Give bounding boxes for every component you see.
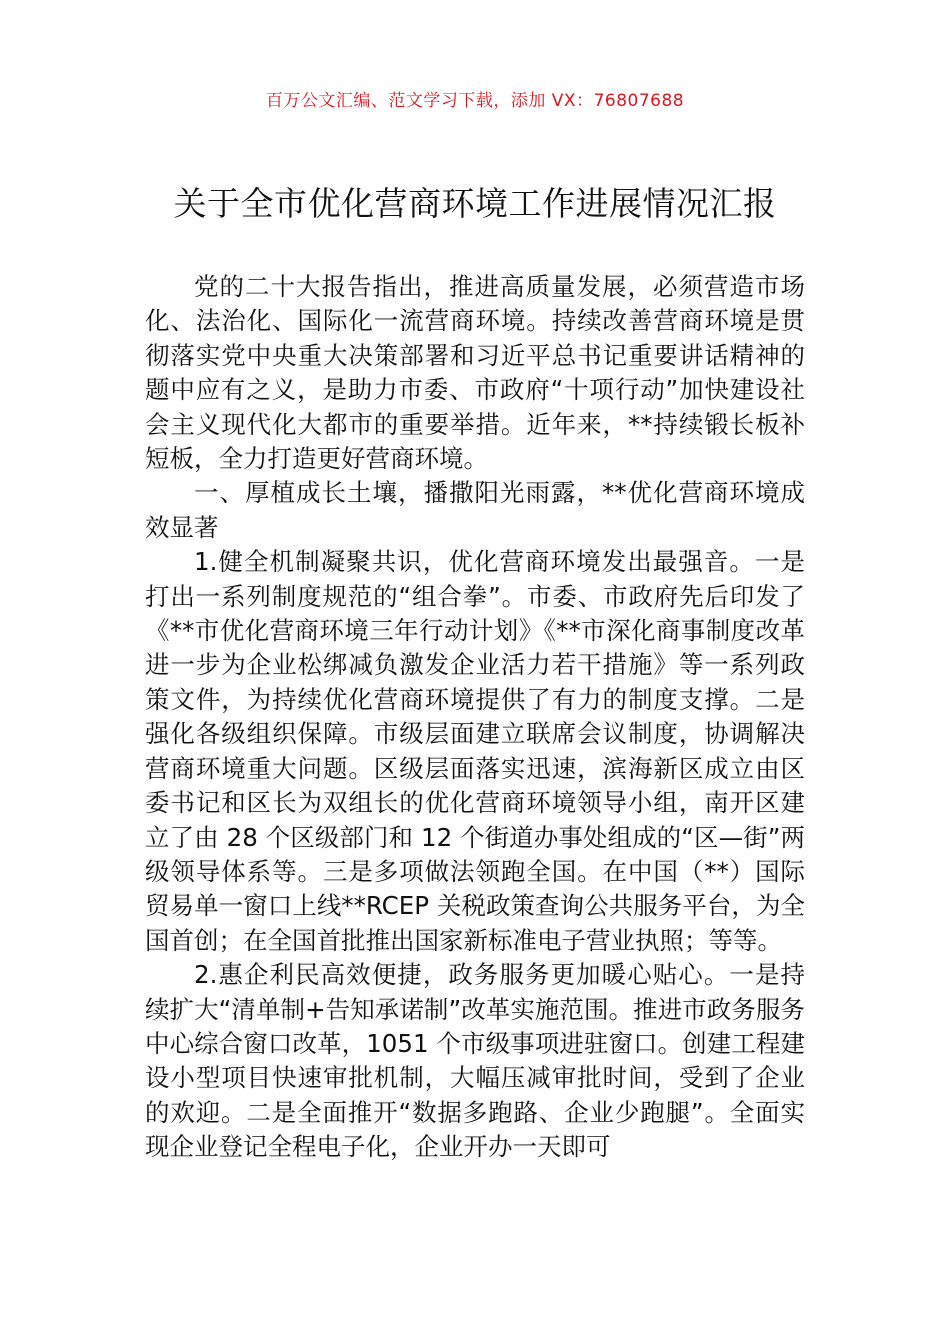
paragraph-item-1: 1.健全机制凝聚共识，优化营商环境发出最强音。一是打出一系列制度规范的“组合拳”。市委、市政府先后印发了《**市优化营商环境三年行动计划》《**市深化商事制度改革进一步为企业松绑减负激发企业活力若干措施》等一系列政策文件，为持续优化营商环境提供了有力的制度支撑。二是强化各级组织保障。市级层面建立联席会议制度，协调解决营商环境重大问题。区级层面落实迅速，滨海新区成立由区委书记和区长为双组长的优化营商环境领导小组，南开区建立了由 28 个区级部门和 12 个街道办事处组成的“区—街”两级领导体系等。三是多项做法领跑全国。在中国（**）国际贸易单一窗口上线**RCEP 关税政策查询公共服务平台，为全国首创；在全国首批推出国家新标准电子营业执照；等等。: [145, 547, 805, 955]
section-heading-1: 一、厚植成长土壤，播撒阳光雨露，**优化营商环境成效显著: [145, 478, 805, 542]
paragraph-intro: 党的二十大报告指出，推进高质量发展，必须营造市场化、法治化、国际化一流营商环境。持续改善营商环境是贯彻落实党中央重大决策部署和习近平总书记重要讲话精神的题中应有之义，是助力市委、市政府“十项行动”加快建设社会主义现代化大都市的重要举措。近年来，**持续锻长板补短板，全力打造更好营商环境。: [145, 272, 805, 474]
paragraph-item-2: 2.惠企利民高效便捷，政务服务更加暖心贴心。一是持续扩大“清单制+告知承诺制”改革实施范围。推进市政务服务中心综合窗口改革，1051 个市级事项进驻窗口。创建工程建设小型项目快速审批机制，大幅压减审批时间，受到了企业的欢迎。二是全面推开“数据多跑路、企业少跑腿”。全面实现企业登记全程电子化，企业开办一天即可: [145, 960, 805, 1162]
document-body: [145, 270, 805, 1165]
watermark-header: 百万公文汇编、范文学习下载，添加 VX：76807688: [265, 91, 685, 111]
document-title: 关于全市优化营商环境工作进展情况汇报: [173, 184, 777, 223]
